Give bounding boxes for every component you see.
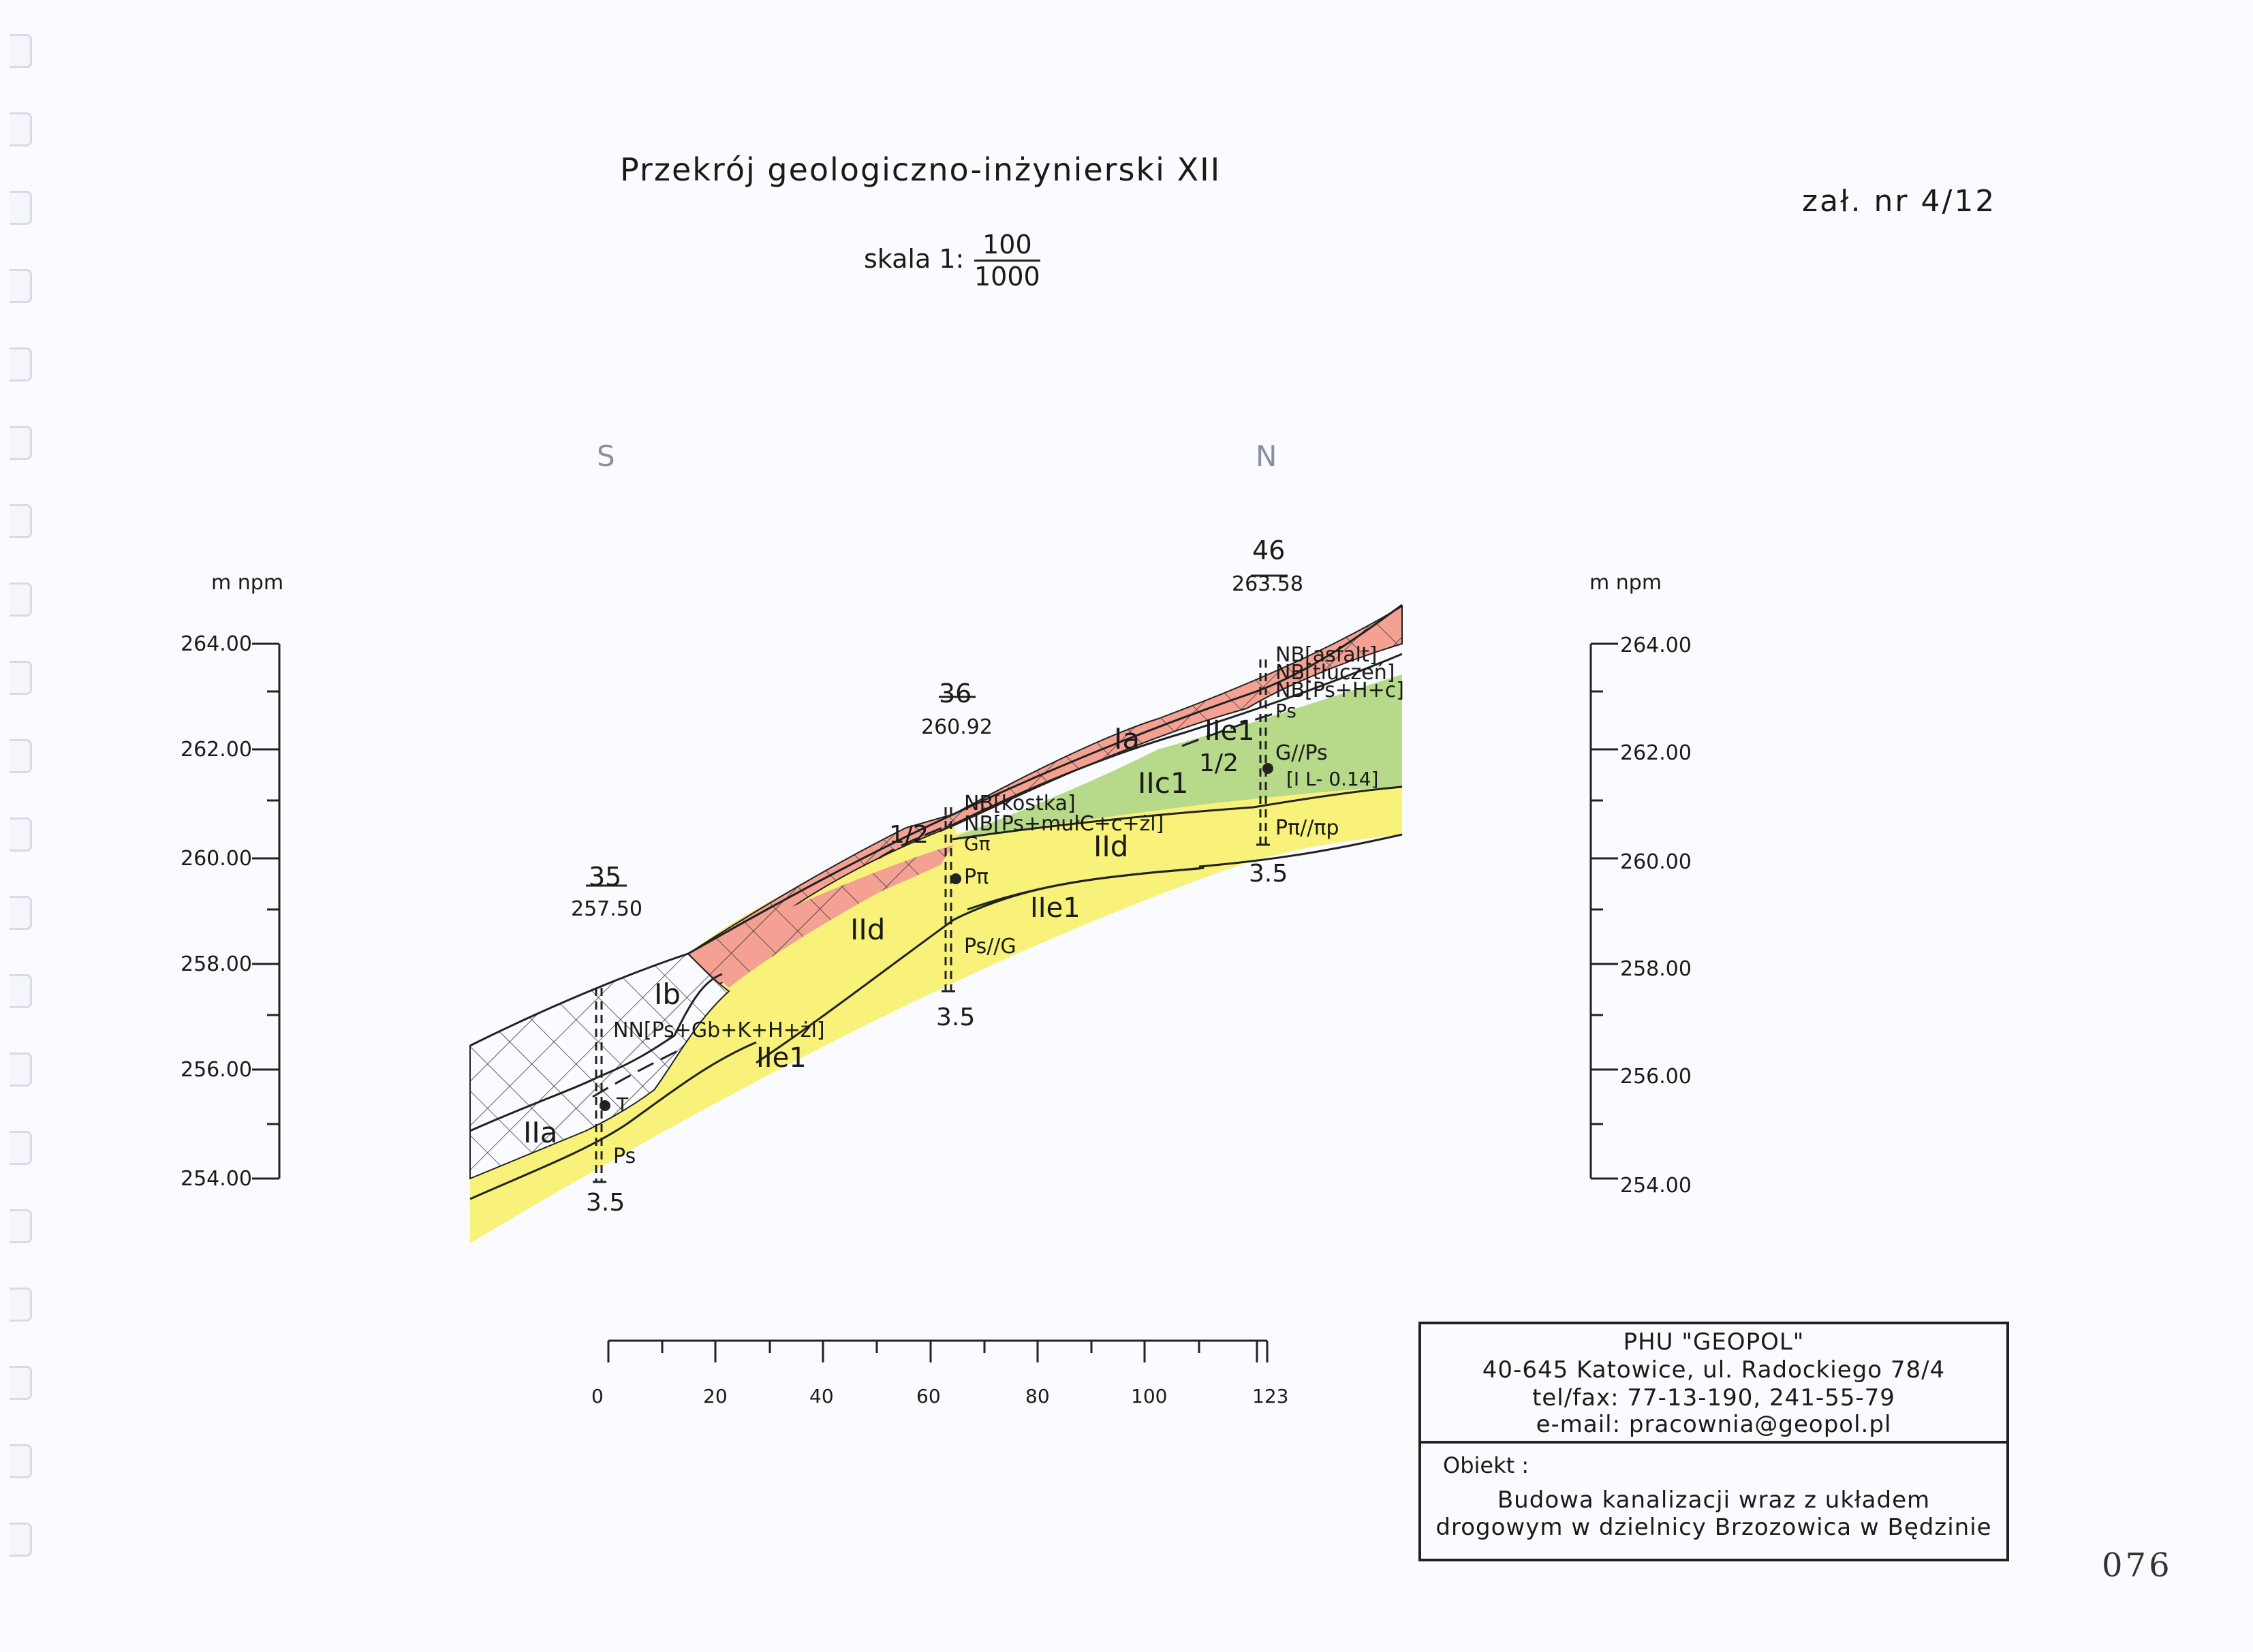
axis-tick-left-260: 260.00: [181, 847, 252, 871]
axis-tick-left-262: 262.00: [181, 738, 252, 762]
distance-tick-123: 123: [1252, 1385, 1289, 1407]
axis-tick-right-256: 256.00: [1620, 1065, 1692, 1089]
soil-b36-Pp: Pπ: [964, 865, 989, 889]
layer-label-IIa: IIa: [523, 1116, 558, 1149]
title-block: [1418, 1322, 2009, 1561]
scale-denominator: 1000: [974, 262, 1040, 292]
layer-label-IIe1-left: IIe1: [756, 1042, 807, 1074]
layer-label-IIe1-mid: IIe1: [1030, 892, 1081, 924]
soil-b46-GPs: G//Ps: [1275, 741, 1328, 765]
soil-b36-PsG: Ps//G: [964, 935, 1016, 959]
soil-b46-NB2: NB[tłuczeń]: [1275, 661, 1395, 685]
object-line-2: drogowym w dzielnicy Brzozowica w Będzinie: [1435, 1514, 1992, 1541]
layer-label-IIc1: IIc1: [1138, 766, 1189, 800]
axis-tick-right-254: 254.00: [1620, 1174, 1692, 1198]
distance-tick-100: 100: [1131, 1385, 1168, 1407]
distance-tick-0: 0: [591, 1385, 604, 1407]
company-address: 40-645 Katowice, ul. Radockiego 78/4: [1482, 1356, 1946, 1384]
sample-point-35: [600, 1100, 610, 1111]
object-line-1: Budowa kanalizacji wraz z układem: [1497, 1486, 1931, 1514]
company-phone: tel/fax: 77-13-190, 241-55-79: [1532, 1384, 1895, 1412]
borehole-36-number: 36: [939, 679, 972, 708]
soil-b46-Ps: Ps: [1275, 700, 1296, 722]
soil-b35-T: T: [617, 1093, 629, 1116]
direction-north: N: [1256, 439, 1277, 473]
company-email: e-mail: pracownia@geopol.pl: [1536, 1411, 1892, 1438]
distance-tick-20: 20: [703, 1385, 728, 1407]
borehole-36-depth: 3.5: [936, 1003, 976, 1031]
axis-tick-left-264: 264.00: [181, 632, 252, 656]
direction-south: S: [597, 439, 615, 473]
soil-b46-IL: [I L- 0.14]: [1286, 768, 1379, 790]
company-name: PHU "GEOPOL": [1623, 1328, 1805, 1356]
layer-label-IId-lower: IId: [850, 913, 886, 946]
axis-tick-right-260: 260.00: [1620, 850, 1692, 874]
axis-tick-left-256: 256.00: [181, 1058, 252, 1082]
layer-label-IId-upper: IId: [1093, 830, 1129, 863]
borehole-46-number: 46: [1252, 535, 1286, 565]
borehole-36-elevation: 260.92: [921, 715, 993, 739]
distance-tick-80: 80: [1025, 1385, 1050, 1407]
soil-b46-NB3: NB[Ps+H+c]: [1275, 679, 1404, 702]
soil-b46-NB1: NB[asfalt]: [1275, 643, 1378, 667]
left-axis: [252, 644, 279, 1179]
axis-tick-left-254: 254.00: [181, 1167, 252, 1191]
soil-b36-NB2: NB[Ps+mułC+c+żl]: [964, 812, 1164, 836]
soil-b35-NN: NN[Ps+Gb+K+H+żl]: [613, 1018, 825, 1042]
axis-tick-right-262: 262.00: [1620, 741, 1692, 765]
distance-tick-40: 40: [809, 1385, 834, 1407]
title-block-divider: [1421, 1441, 2006, 1444]
page-title: Przekrój geologiczno-inżynierski XII: [620, 151, 1222, 188]
layer-label-Ia: Ia: [1114, 722, 1140, 755]
axis-tick-left-258: 258.00: [181, 952, 252, 976]
borehole-46-depth: 3.5: [1249, 860, 1288, 888]
borehole-35-elevation: 257.50: [571, 897, 642, 921]
attachment-number: zał. nr 4/12: [1802, 184, 1997, 219]
axis-unit-left: m npm: [211, 571, 284, 595]
soil-b46-Pp: Pπ//πp: [1275, 816, 1339, 840]
borehole-46-elevation: 263.58: [1232, 572, 1303, 596]
axis-tick-right-264: 264.00: [1620, 634, 1692, 657]
page-number: 076: [2102, 1546, 2173, 1585]
borehole-35-number: 35: [589, 862, 622, 892]
scale-numerator: 100: [974, 230, 1040, 262]
object-label: Obiekt :: [1443, 1452, 1529, 1478]
sample-point-36: [950, 873, 961, 884]
layer-label-Ib: Ib: [654, 978, 681, 1011]
distance-tick-60: 60: [916, 1385, 941, 1407]
scale-label: skala 1:: [864, 244, 965, 274]
slope-ratio-right: 1/2: [1199, 749, 1239, 777]
soil-b36-NB1: NB[kostka]: [964, 792, 1076, 815]
layer-label-IIe1-right: IIe1: [1205, 715, 1255, 747]
slope-ratio-left: 1/2: [889, 821, 929, 849]
axis-unit-right: m npm: [1589, 571, 1662, 595]
sample-point-46: [1262, 763, 1273, 774]
borehole-35-depth: 3.5: [586, 1189, 625, 1217]
axis-tick-right-258: 258.00: [1620, 957, 1692, 981]
soil-b36-Gp: Gπ: [964, 832, 991, 855]
soil-b35-Ps: Ps: [613, 1144, 636, 1168]
right-axis: [1591, 644, 1618, 1179]
distance-axis: [608, 1341, 1267, 1362]
